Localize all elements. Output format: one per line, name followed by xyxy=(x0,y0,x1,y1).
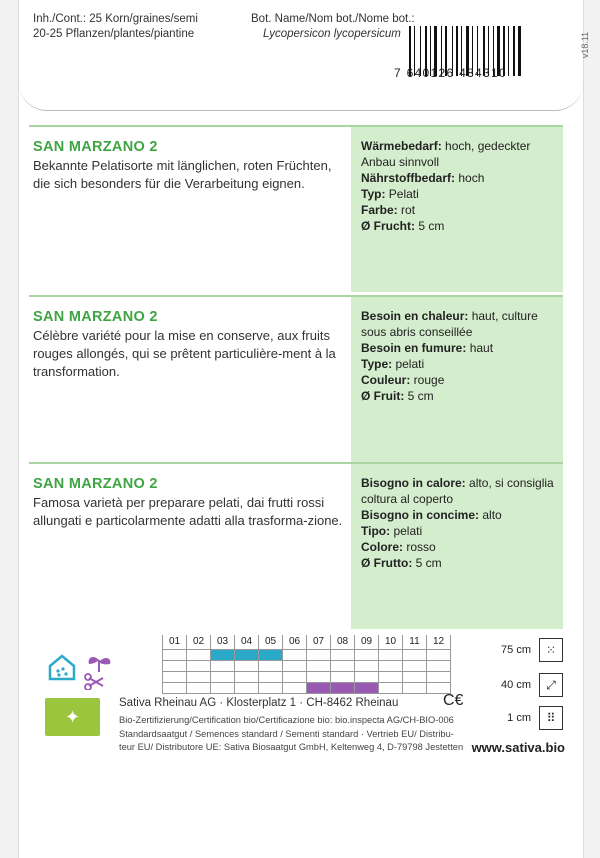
botanical-label: Bot. Name/Nom bot./Nome bot.: xyxy=(251,13,415,25)
harvest-cell xyxy=(187,672,211,683)
month-label: 10 xyxy=(379,635,403,650)
variety-title: SAN MARZANO 2 xyxy=(33,476,158,492)
row-spacing-icon: ⁙ xyxy=(539,638,563,662)
harvest-cell xyxy=(187,683,211,694)
prop-fruit-size: Ø Fruit: 5 cm xyxy=(361,389,434,403)
sow-cell xyxy=(187,650,211,661)
month-label: 07 xyxy=(307,635,331,650)
harvest-cell xyxy=(259,683,283,694)
plant-spacing: 40 cm ⤢ xyxy=(501,673,563,697)
header-flap xyxy=(19,0,591,111)
sow-cell xyxy=(235,661,259,672)
prop-warmth: Wärmebedarf: hoch, gedeckter Anbau sinnvoll xyxy=(361,139,531,169)
harvest-plant-icon xyxy=(83,650,115,690)
row-spacing: 75 cm ⁙ xyxy=(501,638,563,662)
prop-fruit-size: Ø Frucht: 5 cm xyxy=(361,219,445,233)
sow-cell xyxy=(331,661,355,672)
sow-cell xyxy=(403,661,427,672)
sow-cell xyxy=(355,650,379,661)
sow-cell xyxy=(427,661,451,672)
greenhouse-icon xyxy=(47,652,77,682)
company-address: Sativa Rheinau AG · Klosterplatz 1 · CH-8462 Rheinau xyxy=(119,697,399,709)
prop-nutrients: Besoin en fumure: haut xyxy=(361,341,494,355)
prop-color: Couleur: rouge xyxy=(361,373,445,387)
harvest-cell xyxy=(259,672,283,683)
month-label: 12 xyxy=(427,635,451,650)
sow-cell xyxy=(355,661,379,672)
sowing-depth-icon: ⠿ xyxy=(539,706,563,730)
prop-type: Type: pelati xyxy=(361,357,425,371)
harvest-cell xyxy=(403,683,427,694)
sow-cell xyxy=(403,650,427,661)
variety-description: Bekannte Pelatisorte mit länglichen, roten Früchten, die sich besonders für die Verarbeitung eignen. xyxy=(33,158,332,191)
sow-cell xyxy=(163,661,187,672)
sow-cell xyxy=(211,650,235,661)
ce-mark: C€ xyxy=(443,692,464,709)
sow-cell xyxy=(283,650,307,661)
prop-warmth: Besoin en chaleur: haut, culture sous abris conseillée xyxy=(361,309,538,339)
variety-title: SAN MARZANO 2 xyxy=(33,309,158,325)
sow-cell xyxy=(259,661,283,672)
botanical-info xyxy=(251,12,415,42)
harvest-cell xyxy=(379,672,403,683)
content-line-1: Inh./Cont.: 25 Korn/graines/semi xyxy=(33,13,198,25)
prop-type: Typ: Pelati xyxy=(361,187,419,201)
sow-cell xyxy=(235,650,259,661)
harvest-cell xyxy=(235,672,259,683)
barcode-number: 7 640126 484310 xyxy=(394,66,507,80)
month-label: 02 xyxy=(187,635,211,650)
botanical-name: Lycopersicon lycopersicum xyxy=(263,28,401,40)
month-label: 03 xyxy=(211,635,235,650)
harvest-cell xyxy=(283,672,307,683)
harvest-cell xyxy=(211,683,235,694)
eu-organic-leaf-icon: ✦ xyxy=(45,698,100,736)
harvest-cell xyxy=(211,672,235,683)
sow-cell xyxy=(379,661,403,672)
prop-color: Colore: rosso xyxy=(361,540,436,554)
harvest-cell xyxy=(283,683,307,694)
variety-description: Famosa varietà per preparare pelati, dai frutti rossi allungati e particolarmente adatti alla trasforma-zione. xyxy=(33,495,343,528)
prop-color: Farbe: rot xyxy=(361,203,416,217)
sow-cell xyxy=(307,650,331,661)
properties-panel xyxy=(351,464,563,629)
month-label: 01 xyxy=(163,635,187,650)
section-german xyxy=(29,125,563,292)
seed-packet-back xyxy=(18,0,591,858)
variety-description: Célèbre variété pour la mise en conserve, aux fruits rouges allongés, qui se prêtent particulière-ment à la transformation. xyxy=(33,328,336,379)
prop-nutrients: Bisogno in concime: alto xyxy=(361,508,502,522)
harvest-cell xyxy=(379,683,403,694)
properties-panel xyxy=(351,127,563,292)
month-label: 04 xyxy=(235,635,259,650)
content-line-2: 20-25 Pflanzen/plantes/piantine xyxy=(33,28,195,40)
sow-cell xyxy=(283,661,307,672)
sow-cell xyxy=(427,650,451,661)
harvest-cell xyxy=(163,683,187,694)
version-label: v18.11 xyxy=(580,31,591,59)
section-french xyxy=(29,295,563,462)
harvest-cell xyxy=(163,672,187,683)
sowing-depth: 1 cm ⠿ xyxy=(507,706,563,730)
harvest-cell xyxy=(331,683,355,694)
month-label: 11 xyxy=(403,635,427,650)
sow-cell xyxy=(331,650,355,661)
website-link[interactable]: www.sativa.bio xyxy=(471,740,565,755)
variety-title: SAN MARZANO 2 xyxy=(33,139,158,155)
harvest-cell xyxy=(403,672,427,683)
sow-cell xyxy=(163,650,187,661)
harvest-cell xyxy=(307,683,331,694)
sow-cell xyxy=(187,661,211,672)
content-info xyxy=(33,12,198,42)
sow-cell xyxy=(379,650,403,661)
prop-nutrients: Nährstoffbedarf: hoch xyxy=(361,171,485,185)
month-label: 09 xyxy=(355,635,379,650)
harvest-cell xyxy=(307,672,331,683)
fine-print: Bio-Zertifizierung/Certification bio/Certificazione bio: bio.inspecta AG/CH-BIO-006 Standardsaatgut / Semences standard / Sementi standard · Vertrieb EU/ Distribu- teur EU/ Distributore UE: Sativa Biosaatgut GmbH, Keltenweg 4, D-79798 Jestetten xyxy=(119,715,464,752)
month-label: 06 xyxy=(283,635,307,650)
sowing-calendar xyxy=(162,635,451,694)
prop-fruit-size: Ø Frutto: 5 cm xyxy=(361,556,442,570)
harvest-cell xyxy=(235,683,259,694)
prop-type: Tipo: pelati xyxy=(361,524,423,538)
harvest-cell xyxy=(355,672,379,683)
prop-warmth: Bisogno in calore: alto, si consiglia coltura al coperto xyxy=(361,476,554,506)
sow-cell xyxy=(211,661,235,672)
harvest-cell xyxy=(355,683,379,694)
properties-panel xyxy=(351,297,563,462)
sow-cell xyxy=(259,650,283,661)
sow-cell xyxy=(307,661,331,672)
harvest-cell xyxy=(331,672,355,683)
section-italian xyxy=(29,462,563,629)
month-label: 08 xyxy=(331,635,355,650)
month-label: 05 xyxy=(259,635,283,650)
plant-spacing-icon: ⤢ xyxy=(539,673,563,697)
harvest-cell xyxy=(427,672,451,683)
